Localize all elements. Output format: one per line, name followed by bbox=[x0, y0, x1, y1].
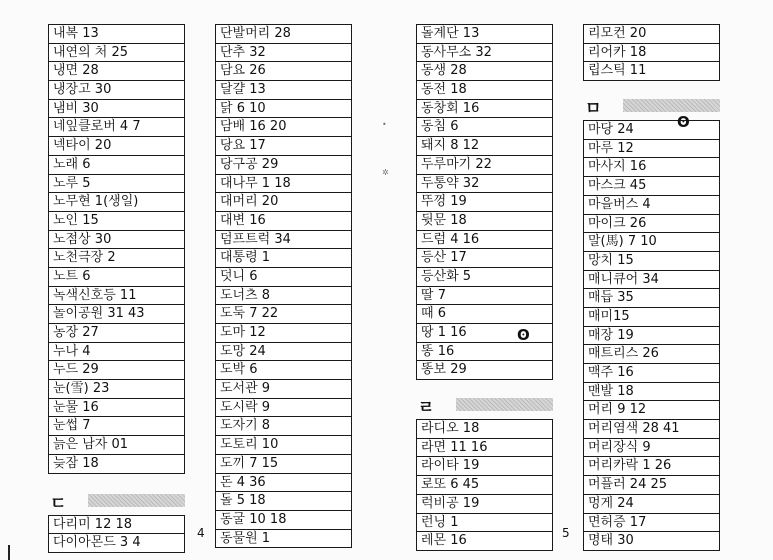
list-item: 마을버스 4 bbox=[584, 196, 719, 215]
list-item: 두루마기 22 bbox=[417, 156, 552, 175]
list-item: 뚜껑 19 bbox=[417, 193, 552, 212]
list-item: 땅 1 16 bbox=[417, 324, 552, 343]
list-item: 노트 6 bbox=[49, 268, 184, 287]
list-item: 도토리 10 bbox=[216, 436, 351, 455]
list-item: 냉면 28 bbox=[49, 62, 184, 81]
list-item: 로또 6 45 bbox=[417, 476, 552, 495]
list-item: 눈(雪) 23 bbox=[49, 380, 184, 399]
list-item: 똥보 29 bbox=[421, 362, 467, 378]
list-item: 리어카 18 bbox=[584, 44, 719, 63]
list-item: 늦잠 18 bbox=[53, 455, 99, 471]
list-item: 말(馬) 7 10 bbox=[584, 233, 719, 252]
list-item: 매미15 bbox=[584, 308, 719, 327]
list-item: 마루 12 bbox=[584, 140, 719, 159]
list-item: 담요 26 bbox=[216, 62, 351, 81]
list-item: 대통령 1 bbox=[216, 249, 351, 268]
list-item: 다리미 12 18 bbox=[49, 516, 184, 535]
section-bar bbox=[88, 494, 185, 507]
list-item: 머리카락 1 26 bbox=[584, 457, 719, 476]
list-item: 딸 7 bbox=[417, 287, 552, 306]
list-item: 머리장식 9 bbox=[584, 439, 719, 458]
list-item: 동창회 16 bbox=[417, 100, 552, 119]
list-item: 라이타 19 bbox=[417, 457, 552, 476]
list-item: 넥타이 20 bbox=[49, 137, 184, 156]
list-item: 대나무 1 18 bbox=[216, 175, 351, 194]
list-box bbox=[416, 24, 553, 380]
list-item: 동굴 10 18 bbox=[216, 511, 351, 530]
list-item: 런닝 1 bbox=[417, 514, 552, 533]
list-item: 두통약 32 bbox=[417, 175, 552, 194]
list-item: 내연의 처 25 bbox=[49, 44, 184, 63]
list-item: 늙은 남자 01 bbox=[49, 436, 184, 455]
list-item: 돈 4 36 bbox=[216, 474, 351, 493]
scan-edge-mark bbox=[8, 545, 10, 560]
list-item: 동사무소 32 bbox=[417, 44, 552, 63]
list-box bbox=[583, 24, 720, 81]
section-bar bbox=[456, 398, 553, 411]
list-item: 명태 30 bbox=[588, 533, 634, 549]
list-item: 돌계단 13 bbox=[417, 25, 552, 44]
list-item: 단발머리 28 bbox=[216, 25, 351, 44]
list-item: 럭비공 19 bbox=[417, 495, 552, 514]
list-item: 뒷문 18 bbox=[417, 212, 552, 231]
list-item: 드럼 4 16 bbox=[417, 231, 552, 250]
section-header bbox=[48, 485, 185, 513]
speck-mark-icon: ✲ bbox=[382, 168, 389, 177]
list-item: 담배 16 20 bbox=[216, 118, 351, 137]
list-item: 레몬 16 bbox=[421, 533, 467, 549]
list-item: 농장 27 bbox=[49, 324, 184, 343]
list-item: 다이아몬드 3 4 bbox=[53, 535, 141, 551]
list-item: 라면 11 16 bbox=[417, 439, 552, 458]
page-number-left: 4 bbox=[197, 526, 205, 540]
list-item: 동물원 1 bbox=[220, 530, 271, 546]
list-item: 덤프트럭 34 bbox=[216, 231, 351, 250]
section-bar bbox=[623, 99, 720, 112]
list-item: 똥 16 bbox=[417, 343, 552, 362]
list-item: 등산화 5 bbox=[417, 268, 552, 287]
list-item: 누나 4 bbox=[49, 343, 184, 362]
list-item: 등산 17 bbox=[417, 249, 552, 268]
list-item: 냉장고 30 bbox=[49, 81, 184, 100]
list-item: 내복 13 bbox=[49, 25, 184, 44]
list-item: 대머리 20 bbox=[216, 193, 351, 212]
list-item: 도박 6 bbox=[216, 361, 351, 380]
list-item: 매장 19 bbox=[584, 327, 719, 346]
list-item: 멍게 24 bbox=[584, 495, 719, 514]
speck-mark-icon: • bbox=[382, 120, 387, 129]
section-letter: ㄹ bbox=[418, 398, 435, 419]
list-item: 도자기 8 bbox=[216, 417, 351, 436]
list-box bbox=[215, 24, 352, 548]
column-2 bbox=[215, 24, 352, 548]
list-item: 맥주 16 bbox=[584, 364, 719, 383]
list-item: 당구공 29 bbox=[216, 156, 351, 175]
list-item: 놀이공원 31 43 bbox=[49, 305, 184, 324]
list-box bbox=[583, 120, 720, 551]
list-item: 네잎클로버 4 7 bbox=[49, 118, 184, 137]
list-item: 립스틱 11 bbox=[588, 63, 647, 79]
section-letter: ㄷ bbox=[50, 493, 67, 514]
section-header bbox=[583, 90, 720, 118]
list-item: 동침 6 bbox=[417, 118, 552, 137]
list-item: 노래 6 bbox=[49, 156, 184, 175]
page-number-right: 5 bbox=[562, 526, 570, 540]
list-item: 도망 24 bbox=[216, 343, 351, 362]
column-3 bbox=[416, 24, 553, 551]
list-item: 눈물 16 bbox=[49, 399, 184, 418]
spiral-mark-icon: ʘ bbox=[677, 113, 690, 131]
list-item: 마사지 16 bbox=[584, 158, 719, 177]
list-item: 리모컨 20 bbox=[584, 25, 719, 44]
list-item: 도서관 9 bbox=[216, 380, 351, 399]
list-item: 동생 28 bbox=[417, 62, 552, 81]
list-item: 노무현 1(생일) bbox=[49, 193, 184, 212]
list-item: 라디오 18 bbox=[417, 420, 552, 439]
list-box bbox=[416, 419, 553, 551]
list-item: 도시락 9 bbox=[216, 399, 351, 418]
list-item: 냄비 30 bbox=[49, 100, 184, 119]
list-item: 머리염색 28 41 bbox=[584, 420, 719, 439]
list-item: 동전 18 bbox=[417, 81, 552, 100]
list-item: 맨발 18 bbox=[584, 383, 719, 402]
list-item: 매듭 35 bbox=[584, 289, 719, 308]
list-item: 머리 9 12 bbox=[584, 401, 719, 420]
list-item: 노점상 30 bbox=[49, 231, 184, 250]
list-item: 매니큐어 34 bbox=[584, 271, 719, 290]
list-item: 노천극장 2 bbox=[49, 249, 184, 268]
column-4 bbox=[583, 24, 720, 551]
list-item: 마당 24 bbox=[584, 121, 719, 140]
list-item: 때 6 bbox=[417, 305, 552, 324]
list-item: 단추 32 bbox=[216, 44, 351, 63]
section-letter: ㅁ bbox=[585, 99, 602, 120]
list-item: 당요 17 bbox=[216, 137, 351, 156]
list-item: 달걀 13 bbox=[216, 81, 351, 100]
list-item: 도마 12 bbox=[216, 324, 351, 343]
column-1 bbox=[48, 24, 185, 553]
list-item: 망치 15 bbox=[584, 252, 719, 271]
list-item: 도끼 7 15 bbox=[216, 455, 351, 474]
list-item: 돌 5 18 bbox=[216, 492, 351, 511]
list-item: 대변 16 bbox=[216, 212, 351, 231]
list-item: 닭 6 10 bbox=[216, 100, 351, 119]
list-item: 누드 29 bbox=[49, 361, 184, 380]
list-item: 노루 5 bbox=[49, 175, 184, 194]
list-item: 매트리스 26 bbox=[584, 345, 719, 364]
list-item: 도둑 7 22 bbox=[216, 305, 351, 324]
section-header bbox=[416, 389, 553, 417]
list-box bbox=[48, 24, 185, 474]
list-item: 덧니 6 bbox=[216, 268, 351, 287]
list-item: 마이크 26 bbox=[584, 215, 719, 234]
list-item: 도너츠 8 bbox=[216, 287, 351, 306]
list-item: 녹색신호등 11 bbox=[49, 287, 184, 306]
list-item: 노인 15 bbox=[49, 212, 184, 231]
list-box bbox=[48, 515, 185, 553]
list-item: 머플러 24 25 bbox=[584, 476, 719, 495]
list-item: 눈썹 7 bbox=[49, 417, 184, 436]
list-item: 면허증 17 bbox=[584, 514, 719, 533]
spiral-mark-icon: ʘ bbox=[517, 326, 530, 344]
list-item: 마스크 45 bbox=[584, 177, 719, 196]
list-item: 돼지 8 12 bbox=[417, 137, 552, 156]
